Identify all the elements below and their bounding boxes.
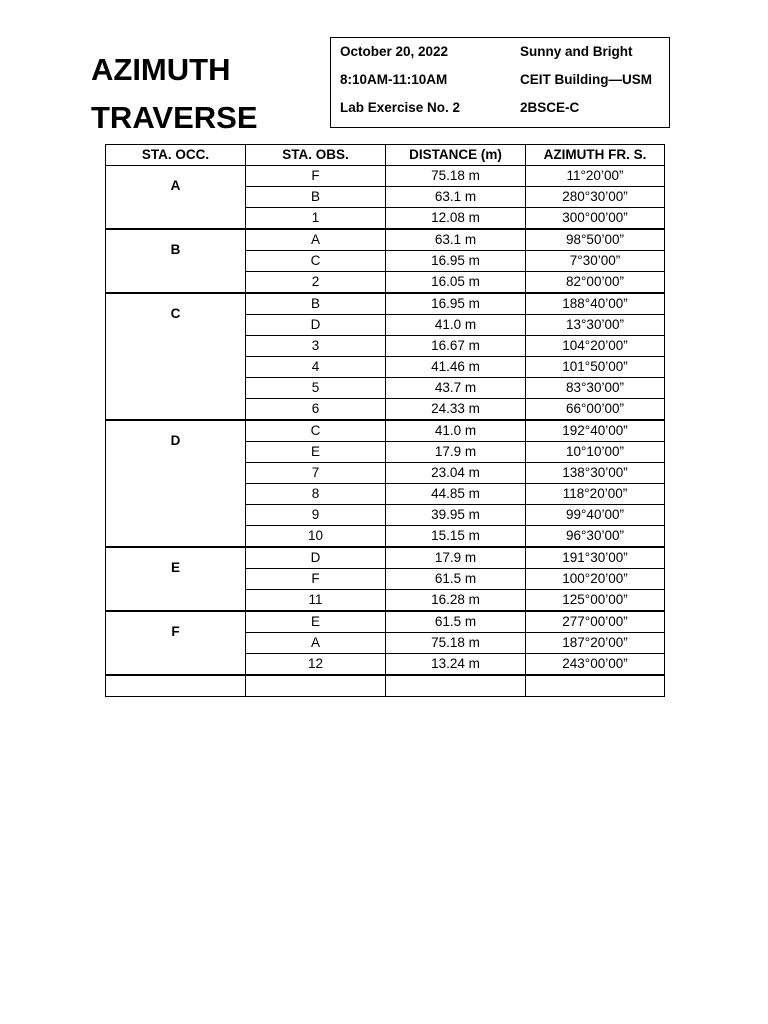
cell-distance: 15.15 m [386,526,526,548]
cell-sta-obs: B [246,187,386,208]
cell-sta-obs: F [246,166,386,187]
cell-sta-obs: C [246,420,386,442]
table-header-row [106,145,665,166]
info-section: 2BSCE-C [520,100,580,115]
cell-azimuth: 96°30’00” [526,526,665,548]
cell-distance: 61.5 m [386,611,526,633]
cell-azimuth: 83°30’00” [526,378,665,399]
header-sta-obs: STA. OBS. [246,145,386,166]
cell-sta-occ: B [106,229,246,293]
cell-azimuth: 300°00’00” [526,208,665,230]
cell-azimuth: 99°40’00” [526,505,665,526]
cell-sta-obs: 1 [246,208,386,230]
cell-distance: 13.24 m [386,654,526,676]
header-sta-occ: STA. OCC. [106,145,246,166]
cell-distance: 17.9 m [386,547,526,569]
cell-azimuth: 191°30’00” [526,547,665,569]
cell-sta-obs: E [246,611,386,633]
empty-cell [246,675,386,696]
cell-sta-obs: E [246,442,386,463]
cell-distance: 16.05 m [386,272,526,294]
cell-sta-obs: 11 [246,590,386,612]
cell-sta-obs: A [246,633,386,654]
cell-azimuth: 82°00’00” [526,272,665,294]
cell-sta-occ: A [106,166,246,230]
cell-azimuth: 100°20’00” [526,569,665,590]
cell-distance: 12.08 m [386,208,526,230]
empty-row [106,675,665,696]
cell-sta-obs: 5 [246,378,386,399]
cell-sta-obs: 4 [246,357,386,378]
cell-azimuth: 243°00’00” [526,654,665,676]
info-location: CEIT Building—USM [520,72,652,87]
cell-azimuth: 98°50’00” [526,229,665,251]
cell-distance: 16.67 m [386,336,526,357]
cell-azimuth: 192°40’00” [526,420,665,442]
cell-sta-occ: D [106,420,246,547]
table-row [106,166,665,187]
cell-azimuth: 280°30’00” [526,187,665,208]
info-time: 8:10AM-11:10AM [340,72,448,87]
cell-azimuth: 125°00’00” [526,590,665,612]
cell-sta-obs: B [246,293,386,315]
cell-sta-obs: C [246,251,386,272]
cell-sta-obs: A [246,229,386,251]
cell-azimuth: 188°40’00” [526,293,665,315]
cell-azimuth: 187°20’00” [526,633,665,654]
cell-sta-obs: D [246,315,386,336]
cell-sta-obs: D [246,547,386,569]
header-azimuth: AZIMUTH FR. S. [526,145,665,166]
title-line-2: TRAVERSE [91,100,258,135]
empty-cell [106,675,246,696]
cell-azimuth: 118°20’00” [526,484,665,505]
cell-distance: 63.1 m [386,229,526,251]
cell-distance: 63.1 m [386,187,526,208]
table-body [106,166,665,697]
cell-distance: 44.85 m [386,484,526,505]
cell-azimuth: 10°10’00” [526,442,665,463]
cell-distance: 16.95 m [386,251,526,272]
page-title [91,46,258,142]
cell-azimuth: 101°50’00” [526,357,665,378]
cell-sta-obs: 7 [246,463,386,484]
cell-distance: 41.0 m [386,420,526,442]
cell-azimuth: 11°20’00” [526,166,665,187]
cell-azimuth: 7°30’00” [526,251,665,272]
cell-distance: 75.18 m [386,633,526,654]
info-box [330,37,670,128]
table-row [106,420,665,442]
cell-sta-obs: 10 [246,526,386,548]
info-weather: Sunny and Bright [520,44,633,59]
cell-distance: 16.28 m [386,590,526,612]
cell-distance: 41.0 m [386,315,526,336]
cell-distance: 23.04 m [386,463,526,484]
cell-distance: 43.7 m [386,378,526,399]
empty-cell [386,675,526,696]
cell-sta-obs: 3 [246,336,386,357]
table-row [106,611,665,633]
cell-sta-obs: 12 [246,654,386,676]
cell-sta-obs: 9 [246,505,386,526]
cell-sta-occ: F [106,611,246,675]
cell-sta-occ: E [106,547,246,611]
cell-azimuth: 277°00’00” [526,611,665,633]
empty-cell [526,675,665,696]
cell-sta-obs: 2 [246,272,386,294]
cell-sta-obs: F [246,569,386,590]
cell-distance: 16.95 m [386,293,526,315]
cell-distance: 61.5 m [386,569,526,590]
table-row [106,229,665,251]
info-exercise: Lab Exercise No. 2 [340,100,461,115]
cell-azimuth: 138°30’00” [526,463,665,484]
table-row [106,547,665,569]
traverse-table [105,144,665,697]
cell-distance: 41.46 m [386,357,526,378]
cell-azimuth: 13°30’00” [526,315,665,336]
table-row [106,293,665,315]
title-line-1: AZIMUTH [91,52,231,87]
cell-azimuth: 66°00’00” [526,399,665,421]
info-date: October 20, 2022 [340,44,449,59]
cell-sta-obs: 8 [246,484,386,505]
cell-azimuth: 104°20’00” [526,336,665,357]
cell-distance: 24.33 m [386,399,526,421]
cell-distance: 17.9 m [386,442,526,463]
cell-sta-obs: 6 [246,399,386,421]
cell-distance: 75.18 m [386,166,526,187]
cell-distance: 39.95 m [386,505,526,526]
cell-sta-occ: C [106,293,246,420]
header-distance: DISTANCE (m) [386,145,526,166]
